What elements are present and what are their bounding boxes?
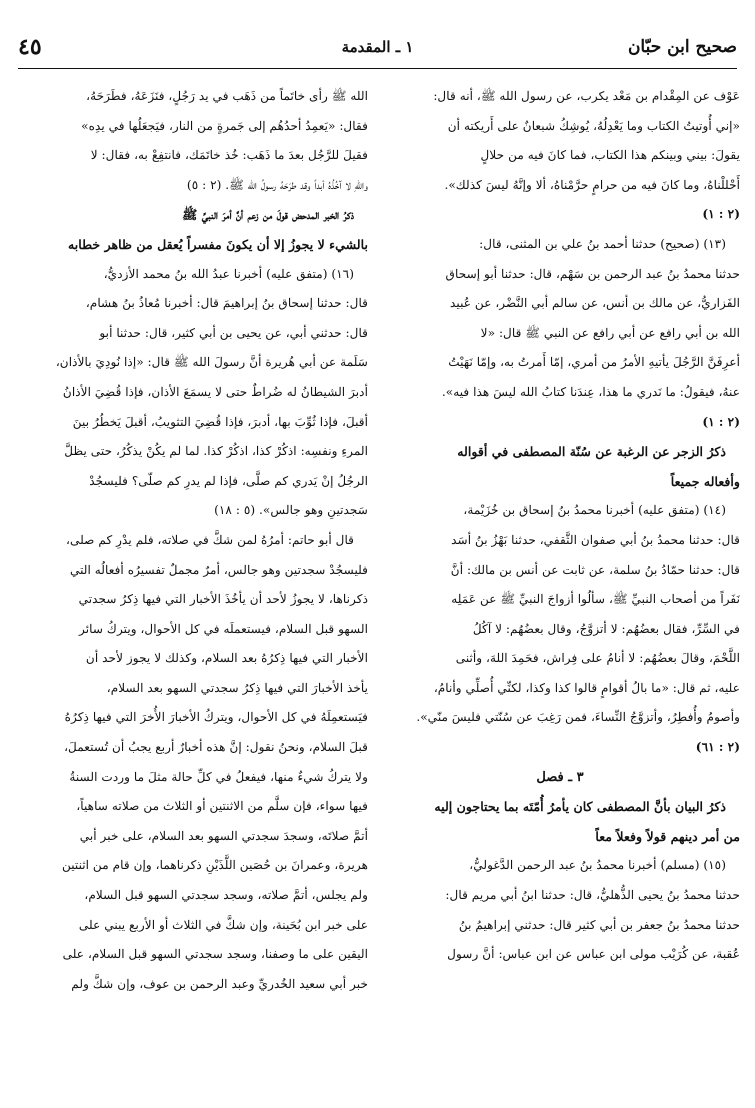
section-heading: بالشيء لا يجوزُ إلا أن يكونَ مفسراً يُعقل من ظاهر خطابه bbox=[67, 236, 368, 252]
hadith-reference: (٢ : ٦١) bbox=[695, 740, 740, 755]
text-line: نَفَراً من أصحاب النبيِّ ﷺ، سألُوا أزواجَ النبيِّ ﷺ عن عَمَلِه bbox=[451, 592, 740, 607]
section-heading: من أمر دينهم قولاً وفعلاً معاً bbox=[595, 828, 740, 844]
hadith-chain: (١٤) (متفق عليه) أخبرنا محمدُ بنُ إسحاق بن خُزَيْمة، bbox=[463, 503, 726, 518]
hadith-chain: (١٥) (مسلم) أخبرنا محمدُ بنُ عبد الرحمن الدَّغوليُّ، bbox=[469, 858, 726, 873]
text-line: الرجُلُ إنْ يَدري كم صلَّى، فإذا لم يدرِ كم صلّى؟ فليسجُدْ bbox=[89, 473, 368, 488]
text-line: أتمَّ صلاتَه، وسجدَ سجدتي السهو بعد السلام، على خبر أبي bbox=[79, 828, 368, 843]
text-line: عليه، ثم قال: «ما بالُ أقوامٍ قالوا كذا وكذا، لكنِّي أُصلِّي وأنامُ، bbox=[433, 680, 740, 695]
text-line: حدثنا محمدُ بنُ يحيى الذُّهليُّ، قال: حدثنا ابنُ أبي مريم قال: bbox=[445, 888, 740, 903]
text-line: ذكرناها، لا يجوزُ لأحد أن يأخُذَ الأخبار التي فيها ذِكرُ سجدتي bbox=[78, 592, 368, 607]
section-heading: ذكرُ الزجر عن الرغبة عن سُنّة المصطفى في أقواله bbox=[457, 444, 726, 460]
text-line: سَجدتينِ وهو جالس». (٥ : ١٨) bbox=[214, 503, 368, 518]
hadith-chain: (١٦) (متفق عليه) أخبرنا عبدُ الله بنُ محمد الأزديُّ، bbox=[103, 266, 354, 281]
text-line: واللهِ لا آخُذُهُ أبداً وقد طرَحَهُ رسولُ الله ﷺ. (٢ : ٥) bbox=[186, 177, 368, 192]
text-line: سَلَمة عن أبي هُريرة أنَّ رسولَ الله ﷺ قال: «إذا نُودِيَ بالأذان، bbox=[55, 355, 368, 370]
text-line: فقيلَ للرَّجُل بعدَ ما ذَهَب: خُذ خاتَمَك، فانتفِعْ به، فقال: لا bbox=[90, 148, 368, 163]
text-line: المرءِ ونفسِه: اذكُرْ كذا، اذكُرْ كذا. لما لم يكُنْ يذكُرُ، حتى يظلَّ bbox=[64, 444, 368, 459]
text-line: خبر أبي سعيد الخُدريِّ وعبد الرحمن بن عوف، وإن شكَّ ولم bbox=[71, 976, 368, 991]
commentary-line: قال أبو حاتم: أمرُهُ لمن شكَّ في صلاته، فلم يدْرِ كم صلى، bbox=[66, 532, 354, 547]
page-number: ٤٥ bbox=[18, 34, 42, 60]
text-line: عنهُ، فيقولُ: ما نَدري ما هذا، عِندَنا كتابُ الله ليسَ هذا فيه». bbox=[441, 384, 740, 399]
text-line: في السِّرِّ، فقال بعضُهُم: لا أتزوَّجُ، وقال بعضُهُم: لا آكُلُ bbox=[472, 621, 740, 636]
text-line: عَوْف عن المِقْدام بن مَعْد يكرب، عن رسول الله ﷺ، أنه قال: bbox=[433, 89, 740, 103]
hadith-reference: (٢ : ١) bbox=[702, 207, 740, 222]
text-line: الأخبار التي فيها ذِكرُهُ بعد السلام، وكذلك لا يجوز لأحد أن bbox=[85, 651, 368, 666]
text-line: أدبرَ الشيطانُ له ضُراطٌ حتى لا يسمَعَ الأذان، فإذا قُضِيَ الأذانُ bbox=[62, 384, 368, 399]
text-line: أَحْللْناهُ، وما كانَ فيه من حرامٍ حرَّمْناهُ، ألا وإنَّهُ ليسَ كذلك». bbox=[444, 177, 740, 192]
text-line: ولم يجلس، أتمَّ صلاته، وسجد سجدتي السهو قبل السلام، bbox=[84, 888, 368, 903]
text-line: وأصومُ وأُفطِرُ، وأتزوَّجُ النِّساءَ، فمن رَغِبَ عن سُنّتي فليسَ منّي». bbox=[416, 710, 740, 725]
text-line: قال: حدثني أبي، عن يحيى بن أبي كثير، قال: حدثنا أبو bbox=[99, 325, 368, 340]
text-line: عُقبة، عن كُرَيْب مولى ابن عباس عن ابن عباس: أنَّ رسول bbox=[447, 947, 740, 962]
text-line: الله بن أبي رافع عن أبي رافع عن النبي ﷺ قال: «لا bbox=[480, 325, 740, 340]
text-line: الفَزاريُّ، عن مالك بن أنس، عن سالم أبي النَّضْر، عن عُبيد bbox=[450, 296, 740, 311]
text-line: قبلَ السلام، ونحنُ نقول: إنَّ هذه أخبارٌ أربع يجبُ أن تُستعملَ، bbox=[64, 740, 368, 755]
section-heading: وأفعاله جميعاً bbox=[670, 473, 740, 489]
text-line: على خبر ابن بُحَينة، وإن شكَّ في الثلاث أو الأربع يبني على bbox=[78, 917, 368, 932]
text-line: الله ﷺ رأى خاتَماً من ذَهَب في يد رَجُلٍ، فنَزَعَهُ، فطَرَحَهُ، bbox=[86, 89, 368, 103]
section-heading: ذكرُ البيان بأنَّ المصطفى كان يأمرُ أُمّتَه بما يحتاجون إليه bbox=[434, 799, 726, 815]
text-line: فيَستعمِلَهُ في كل الأحوال، ويتركُ الأخبارَ الأُخرَ التي فيها ذِكرُهُ bbox=[64, 710, 368, 725]
hadith-reference: (٢ : ١) bbox=[702, 414, 740, 429]
text-line: أقبلَ، فإذا ثُوِّبَ بها، أدبرَ، فإذا قُضِيَ التثويبُ، أقبلَ يَخطُرُ بينَ bbox=[72, 414, 368, 429]
text-line: فليسجُدْ سجدتين وهو جالس، أمرٌ مجملٌ تفسيرُه أفعالُه التي bbox=[69, 562, 368, 577]
page-header bbox=[18, 26, 737, 69]
text-line: يقولَ: بيني وبينكم هذا الكتاب، فما كانَ فيه من حلالٍ bbox=[480, 148, 740, 163]
text-line: اللَّحْمَ، وقالَ بعضُهُم: لا أنامُ على فِراش، فحَمِدَ اللهَ، وأثنى bbox=[455, 651, 740, 666]
left-column bbox=[18, 82, 368, 1097]
text-line: فيها سواء، فإن سلَّم من الاثنتين أو الثلاث من صلاته ساهياً، bbox=[76, 799, 368, 814]
book-title: صحيح ابن حبّان bbox=[627, 37, 737, 57]
text-line: قال: حدثنا حمّادُ بنُ سلمة، عن ثابت عن أنس بن مالك: أنَّ bbox=[450, 562, 740, 577]
text-line: هريرة، وعمرانَ بن حُصَين اللَّذَيْنِ ذكرناهما، وإن قام من اثنتين bbox=[61, 858, 368, 873]
text-line: السهو قبل السلام، فيستعملَه في كل الأحوال، ويتركُ سائر bbox=[78, 621, 368, 636]
text-line: «إني أُوتيتُ الكتاب وما يَعْدِلُهُ، يُوشِكُ شبعانٌ على أَريكته أن bbox=[447, 118, 740, 133]
hadith-chain: (١٣) (صحيح) حدثنا أحمد بنُ علي بن المثنى، قال: bbox=[479, 236, 726, 251]
chapter-section-title: ٣ ـ فصل bbox=[536, 769, 584, 785]
chapter-title: ١ ـ المقدمة bbox=[341, 38, 414, 56]
text-line: اليقين على ما وصفنا، وسجد سجدتي السهو قبل السلام، على bbox=[62, 947, 368, 962]
text-line: قال: حدثنا محمدُ بنُ أبي صفوان الثَّقفي، حدثنا بَهْزُ بنُ أسَد bbox=[451, 532, 740, 547]
text-line: قال: حدثنا إسحاق بنُ إبراهيمَ قال: أخبرنا مُعاذُ بنُ هشام، bbox=[85, 296, 368, 311]
text-line: حدثنا محمدُ بنُ جعفر بن أبي كثير قال: حدثني إبراهيمُ بنُ bbox=[458, 917, 740, 932]
text-line: حدثنا محمدُ بنُ عبد الرحمن بن سَهْم، قال: حدثنا أبو إسحاق bbox=[445, 266, 740, 281]
text-line: أعرِفَنَّ الرَّجُلَ يأتيهِ الأمرُ من أمري، إمّا أَمرتُ به، وإمّا نَهَيْتُ bbox=[448, 355, 740, 370]
text-line: يأخذ الأخبارَ التي فيها ذِكرُ سجدتي السهو بعد السلام، bbox=[106, 680, 368, 695]
right-column bbox=[380, 82, 740, 1097]
text-line: ولا يتركُ شيءٌ منها، فيفعلُ في كلِّ حالة مثلَ ما وردت السنةُ bbox=[69, 769, 368, 784]
text-line: فقال: «يَعمِدُ أحدُهُم إلى جَمرةٍ من النار، فيَجعَلُها في يدِه» bbox=[81, 118, 368, 133]
section-heading: ذكرُ الخبر المدحض قولَ من زعم أنَّ أمرَ النبيِّ ﷺ bbox=[182, 207, 354, 223]
